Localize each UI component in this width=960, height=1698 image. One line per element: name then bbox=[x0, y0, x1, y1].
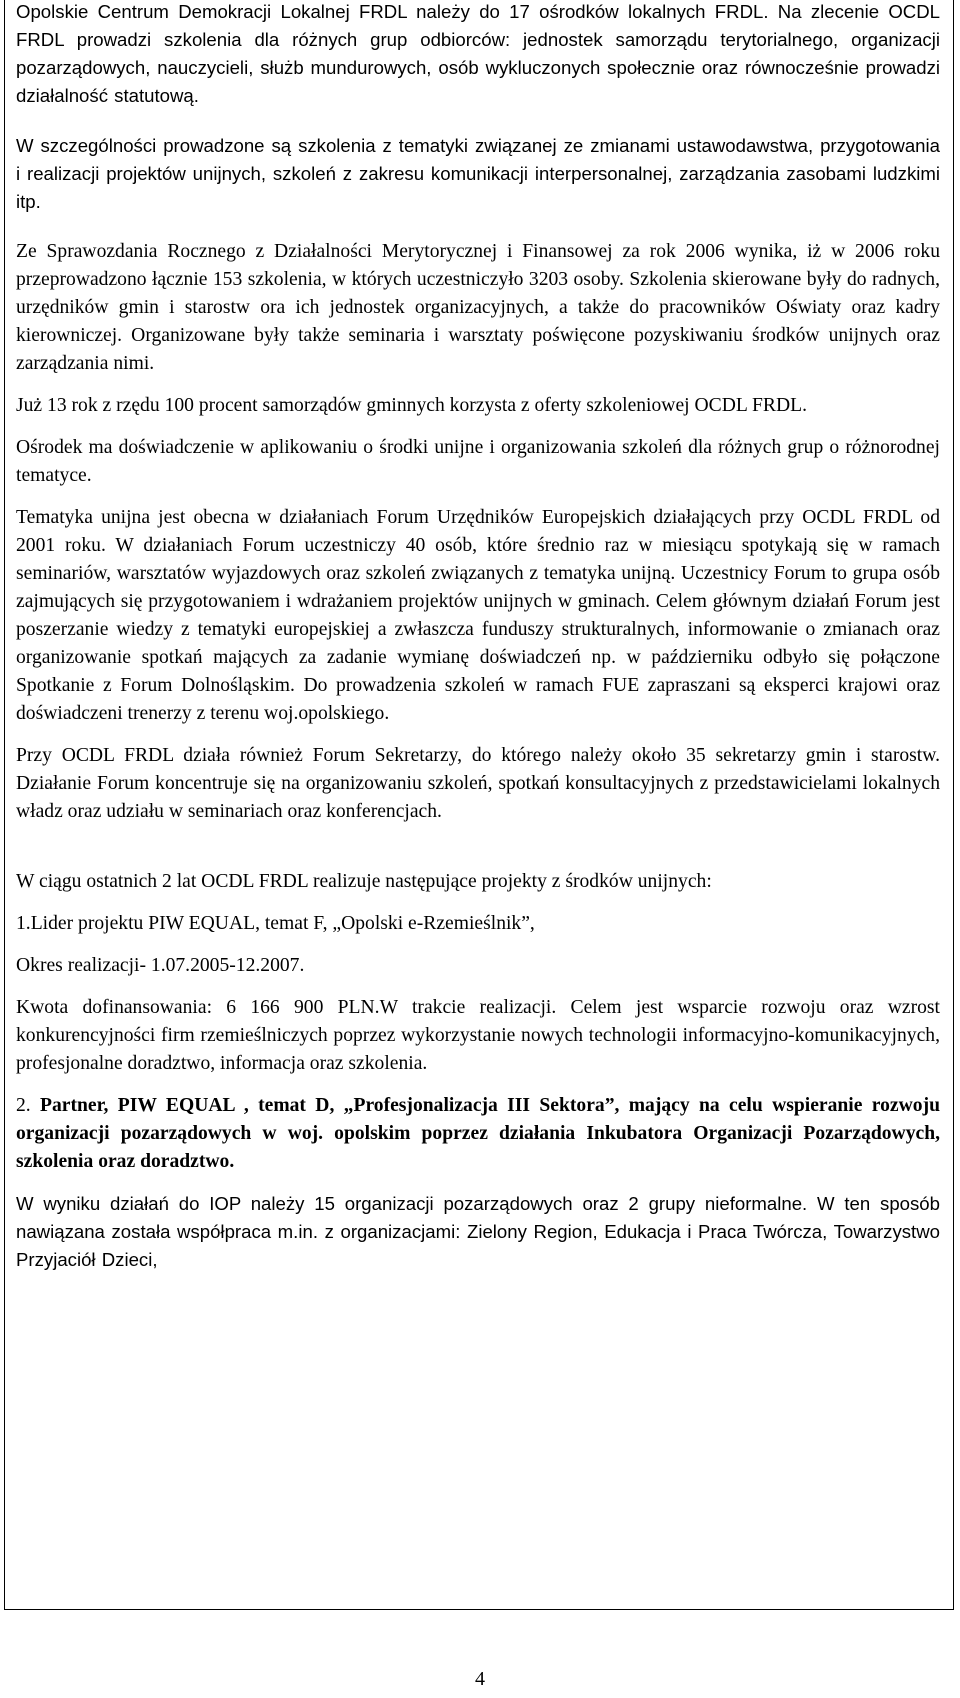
paragraph-ocdl-intro: Opolskie Centrum Demokracji Lokalnej FRDL należy do 17 ośrodków lokalnych FRDL. Na zlecenie OCDL FRDL prowadzi szkolenia dla różnych grup odbiorców: jednostek samorządu terytorialnego, organizacji pozarządowych, nauczycieli, służb mundurowych, osób wykluczonych społecznie oraz równocześnie prowadzi działalność statutową. bbox=[16, 1, 940, 106]
paragraph-experience: Ośrodek ma doświadczenie w aplikowaniu o środki unijne i organizowania szkoleń dla różnych grup o różnorodnej tematyce. bbox=[16, 437, 940, 486]
project-1-title: 1.Lider projektu PIW EQUAL, temat F, „Opolski e-Rzemieślnik”, bbox=[16, 913, 535, 934]
paragraph-forum-secretaries: Przy OCDL FRDL działa również Forum Sekretarzy, do którego należy około 35 sekretarzy gmin i starostw. Działanie Forum koncentruje się na organizowaniu szkoleń, spotkań konsultacyjnych z przedstawicielami lokalnych władz oraz udziału w seminariach oraz konferencjach. bbox=[16, 745, 940, 822]
project-1-period: Okres realizacji- 1.07.2005-12.2007. bbox=[16, 955, 305, 976]
project-1-description: Kwota dofinansowania: 6 166 900 PLN.W trakcie realizacji. Celem jest wsparcie rozwoju oraz wzrost konkurencyjności firm rzemieślniczych poprzez wykorzystanie nowych technologii informacyjno-komunikacyjnych, profesjonalne doradztwo, informacja oraz szkolenia. bbox=[16, 997, 940, 1074]
paragraph-annual-report: Ze Sprawozdania Rocznego z Działalności Merytorycznej i Finansowej za rok 2006 wynika, iż w 2006 roku przeprowadzono łącznie 153 szkolenia, w których uczestniczyło 3203 osoby. Szkolenia skierowane były do radnych, urzędników gmin i starostw ora ich jednostek organizacyjnych, a także do pracowników Oświaty oraz kadry kierowniczej. Organizowane były także seminaria i warsztaty poświęcone pozyskiwaniu środków unijnych oraz zarządzania nimi. bbox=[16, 241, 940, 374]
project-2-title bbox=[16, 1092, 940, 1176]
paragraph-forum-eu-officials: Tematyka unijna jest obecna w działaniach Forum Urzędników Europejskich działających przy OCDL FRDL od 2001 roku. W działaniach Forum uczestniczy 40 osób, które średnio raz w miesiącu spotykają się w ramach seminariów, warsztatów wyjazdowych oraz szkoleń związanych z tematyka unijną. Uczestnicy Forum to grupa osób zajmujących się przygotowaniem i wdrażaniem projektów unijnych w gminach. Celem głównym działań Forum jest poszerzanie wiedzy z tematyki europejskiej a zwłaszcza funduszy strukturalnych, informowanie o zmianach oraz organizowanie spotkań mających za zadanie wymianę doświadczeń np. w październiku odbyło się połączone Spotkanie z Forum Dolnośląskim. Do prowadzenia szkoleń w ramach FUE zapraszani są eksperci krajowi oraz doświadczeni trenerzy z terenu woj.opolskiego. bbox=[16, 507, 940, 724]
document-body bbox=[16, 0, 940, 1274]
project-2-number: 2. bbox=[16, 1095, 31, 1116]
project-2-heading: Partner, PIW EQUAL , temat D, „Profesjonalizacja III Sektora”, mający na celu wspieranie rozwoju organizacji pozarządowych w woj. opolskim poprzez działania Inkubatora Organizacji Pozarządowych, szkolenia oraz doradztwo. bbox=[16, 1095, 940, 1172]
page-number: 4 bbox=[475, 1668, 485, 1690]
paragraph-municipalities: Już 13 rok z rzędu 100 procent samorządów gminnych korzysta z oferty szkoleniowej OCDL FRDL. bbox=[16, 395, 807, 416]
paragraph-eu-projects-intro: W ciągu ostatnich 2 lat OCDL FRDL realizuje następujące projekty z środków unijnych: bbox=[16, 871, 712, 892]
project-2-results: W wyniku działań do IOP należy 15 organizacji pozarządowych oraz 2 grupy nieformalne. W ten sposób nawiązana została współpraca m.in. z organizacjami: Zielony Region, Edukacja i Praca Twórcza, Towarzystwo Przyjaciół Dzieci, bbox=[16, 1193, 940, 1270]
paragraph-training-topics: W szczególności prowadzone są szkolenia z tematyki związanej ze zmianami ustawodawstwa, przygotowania i realizacji projektów unijnych, szkoleń z zakresu komunikacji interpersonalnej, zarządzania zasobami ludzkimi itp. bbox=[16, 135, 940, 212]
